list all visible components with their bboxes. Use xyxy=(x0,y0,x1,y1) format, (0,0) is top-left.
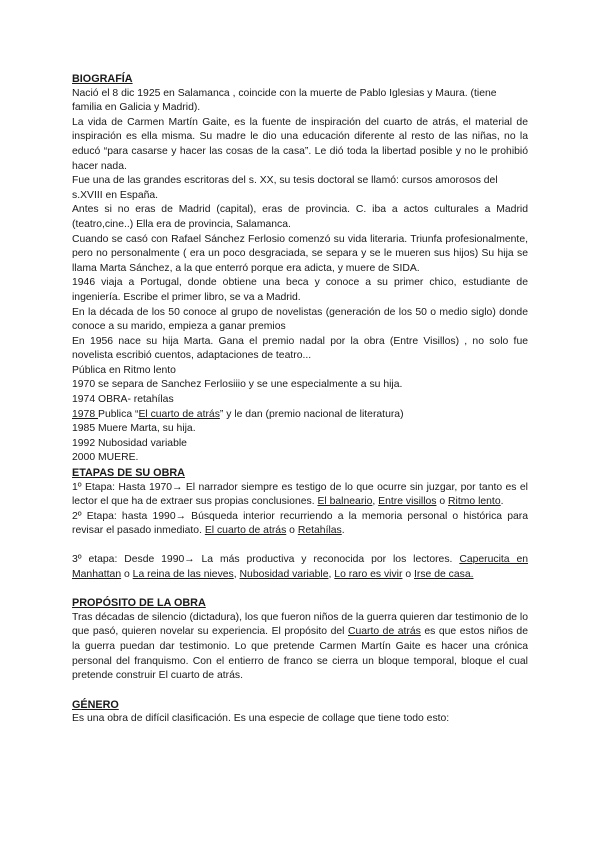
genero-heading: GÉNERO xyxy=(72,698,119,711)
proposito-text-end: es que estos niños de la guerra puedan dar testimonio. Lo que pretende Carmen Martín Gaite es hacer una crónica personal del franquismo. Con el entierro de franco se cierra un bloque temporal, bloque el cual pretende construir El cuarto de atrás. xyxy=(72,626,528,682)
separator: o xyxy=(436,496,449,508)
etapas-heading: ETAPAS DE SU OBRA xyxy=(72,467,185,480)
work-entre-visillos: Entre visillos xyxy=(378,496,437,508)
work-irse-de-casa: Irse de casa xyxy=(414,568,471,580)
spacer xyxy=(72,684,528,698)
bio-paragraph-province: Antes si no eras de Madrid (capital), eras de provincia. C. iba a actos culturales a Madrid (teatro,cine..) Ella era de provincia, Salamanca. xyxy=(72,204,528,230)
bio-paragraph-writer: Fue una de las grandes escritoras del s. XX, su tesis doctoral se llamó: cursos amorosos del s.XVIII en España. xyxy=(72,175,498,201)
bio-line-1992: 1992 Nubosidad variable xyxy=(72,437,187,449)
cuarto-de-atras-title: El cuarto de atrás xyxy=(138,408,220,420)
work-ritmo-lento: Ritmo lento xyxy=(448,496,501,508)
bio-paragraph-birth: Nació el 8 dic 1925 en Salamanca , coincide con la muerte de Pablo Iglesias y Maura. (tiene familia en Galicia y Madrid). xyxy=(72,87,497,114)
proposito-paragraph xyxy=(72,611,528,684)
period: . xyxy=(500,496,504,508)
separator: o xyxy=(286,525,298,537)
separator: , xyxy=(372,496,379,508)
year-1978: 1978 xyxy=(72,408,99,420)
bio-line-1985: 1985 Muere Marta, su hija. xyxy=(72,423,196,435)
bio-line-ritmo-lento: Pública en Ritmo lento xyxy=(72,364,176,376)
bio-paragraph-1946: 1946 viaja a Portugal, donde obtiene una beca y conoce a su primer chico, estudiante de ingeniería. Escribe el primer libro, se va a Madrid. xyxy=(72,277,528,303)
work-retahilas: Retahílas xyxy=(297,525,342,537)
bio-paragraph-50s: En la década de los 50 conoce al grupo de novelistas (generación de los 50 o medio siglo) donde conoce a su marido, empieza a ganar premios xyxy=(72,306,528,333)
bio-line-1970: 1970 se separa de Sanchez Ferlosiiio y se une especialmente a su hija. xyxy=(72,379,403,391)
bio-line-1974: 1974 OBRA- retahílas xyxy=(72,394,174,406)
period: . xyxy=(470,568,474,580)
bio-line-2000: 2000 MUERE. xyxy=(72,452,139,464)
publica-text: Publica “ xyxy=(98,408,139,420)
separator: , xyxy=(328,568,335,580)
document-page xyxy=(72,72,528,727)
premio-text: ” y le dan (premio nacional de literatura) xyxy=(219,408,404,420)
cuarto-de-atras-ref: Cuarto de atrás xyxy=(347,626,421,638)
etapa-2 xyxy=(72,510,528,539)
separator: o xyxy=(121,568,133,580)
etapa-3-text: 3º etapa: Desde 1990→ La más productiva y reconocida por los lectores. xyxy=(72,554,460,565)
separator: o xyxy=(402,568,414,580)
work-nubosidad-variable: Nubosidad variable xyxy=(239,568,329,580)
proposito-heading: PROPÓSITO DE LA OBRA xyxy=(72,597,206,610)
etapa-1-text: 1º Etapa: Hasta 1970→ El narrador siempre es testigo de lo que ocurre sin juzgar, por tanto es el lector el que ha de extraer sus propias conclusiones. xyxy=(72,481,528,508)
work-lo-raro-es-vivir: Lo raro es vivir xyxy=(334,568,403,580)
work-caperucita: Caperucita en Manhattan xyxy=(72,554,528,580)
work-reina-nieves: La reina de las nieves xyxy=(132,568,234,580)
genero-paragraph: Es una obra de difícil clasificación. Es una especie de collage que tiene todo esto: xyxy=(72,713,450,725)
etapa-2-text: 2º Etapa: hasta 1990→ Búsqueda interior recurriendo a la memoria personal o histórica para revisar el pasado inmediato. xyxy=(72,510,528,537)
spacer xyxy=(72,539,528,553)
bio-paragraph-marriage: Cuando se casó con Rafael Sánchez Ferlosio comenzó su vida literaria. Triunfa profesionalmente, pero no personalmente ( era un poco desgraciada, se separa y se le mueren sus hijos) Su hija se llama Marta Sánchez, a la que enterró porque era adicta, y muere de SIDA. xyxy=(72,233,528,274)
separator: , xyxy=(233,568,240,580)
biografia-heading: BIOGRAFÍA xyxy=(72,73,133,85)
etapa-3 xyxy=(72,553,528,582)
spacer xyxy=(72,582,528,596)
proposito-text: Tras décadas de silencio (dictadura), los que fueron niños de la guerra quieren dar testimonio de lo que pasó, quieren novelar su experiencia. El propósito del xyxy=(72,611,528,638)
work-el-balneario: El balneario xyxy=(317,496,373,508)
bio-line-1978 xyxy=(72,408,528,423)
bio-paragraph-life: La vida de Carmen Martín Gaite, es la fuente de inspiración del cuarto de atrás, el material de inspiración es ella misma. Su madre le dio una educación diferente al resto de las niñas, no la educó “para casarse y hacer las cosas de la casa”. Le dió toda la libertad posible y no le prohibió hacer nada. xyxy=(72,116,528,172)
etapa-1 xyxy=(72,481,528,510)
work-el-cuarto-de-atras: El cuarto de atrás xyxy=(204,525,287,537)
bio-paragraph-1956: En 1956 nace su hija Marta. Gana el premio nadal por la obra (Entre Visillos) , no solo fue novelista escribió cuentos, adaptaciones de teatro... xyxy=(72,335,528,362)
period: . xyxy=(341,525,345,537)
